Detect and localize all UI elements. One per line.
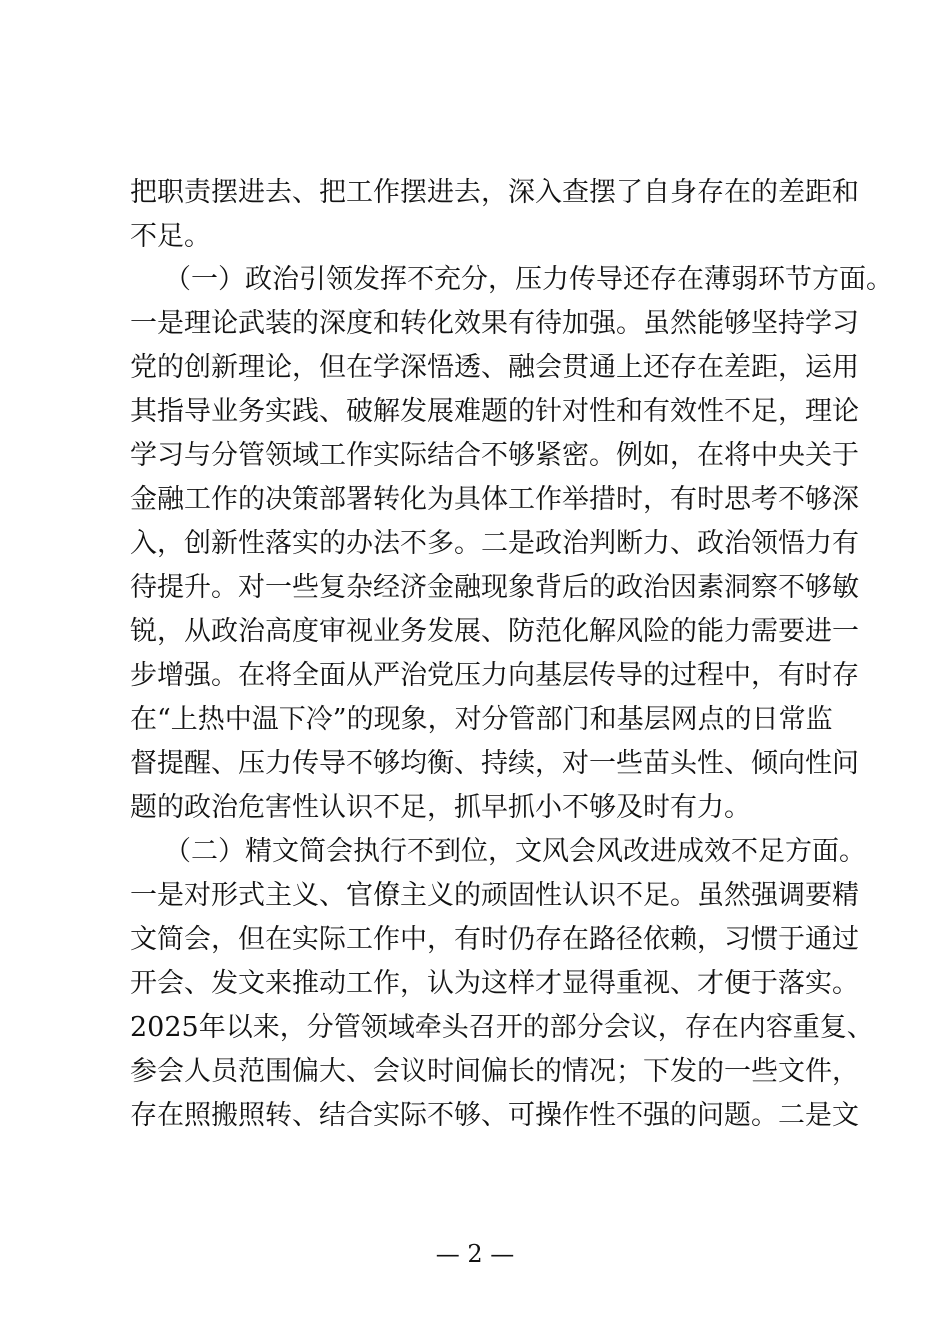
text-line: 锐，从政治高度审视业务发展、防范化解风险的能力需要进一 xyxy=(130,616,859,647)
text-line: 2025年以来，分管领域牵头召开的部分会议，存在内容重复、 xyxy=(130,1012,874,1043)
text-line: 金融工作的决策部署转化为具体工作举措时，有时思考不够深 xyxy=(130,484,859,515)
text-line: 一是对形式主义、官僚主义的顽固性认识不足。虽然强调要精 xyxy=(130,880,859,911)
text-line: 督提醒、压力传导不够均衡、持续，对一些苗头性、倾向性问 xyxy=(130,748,859,779)
text-line: 把职责摆进去、把工作摆进去，深入查摆了自身存在的差距和 xyxy=(130,177,859,208)
section-heading: （二）精文简会执行不到位，文风会风改进成效不足方面。 xyxy=(164,836,866,867)
text-line: 不足。 xyxy=(130,221,211,252)
text-line: 参会人员范围偏大、会议时间偏长的情况；下发的一些文件， xyxy=(130,1056,859,1087)
text-line: 待提升。对一些复杂经济金融现象背后的政治因素洞察不够敏 xyxy=(130,572,859,603)
text-line: 文简会，但在实际工作中，有时仍存在路径依赖，习惯于通过 xyxy=(130,924,859,955)
text-line: 开会、发文来推动工作，认为这样才显得重视、才便于落实。 xyxy=(130,968,859,999)
text-line: 其指导业务实践、破解发展难题的针对性和有效性不足，理论 xyxy=(130,396,859,427)
text-line: 一是理论武装的深度和转化效果有待加强。虽然能够坚持学习 xyxy=(130,308,859,339)
section-heading: （一）政治引领发挥不充分，压力传导还存在薄弱环节方面。 xyxy=(164,264,893,295)
text-line: 学习与分管领域工作实际结合不够紧密。例如，在将中央关于 xyxy=(130,440,859,471)
text-line: 党的创新理论，但在学深悟透、融会贯通上还存在差距，运用 xyxy=(130,352,859,383)
text-line: 在“上热中温下冷”的现象，对分管部门和基层网点的日常监 xyxy=(130,704,833,735)
text-line: 步增强。在将全面从严治党压力向基层传导的过程中，有时存 xyxy=(130,660,859,691)
text-line: 入，创新性落实的办法不多。二是政治判断力、政治领悟力有 xyxy=(130,528,859,559)
text-line: 题的政治危害性认识不足，抓早抓小不够及时有力。 xyxy=(130,792,751,823)
text-line: 存在照搬照转、结合实际不够、可操作性不强的问题。二是文 xyxy=(130,1100,859,1131)
page-number: — 2 — xyxy=(435,1240,515,1268)
